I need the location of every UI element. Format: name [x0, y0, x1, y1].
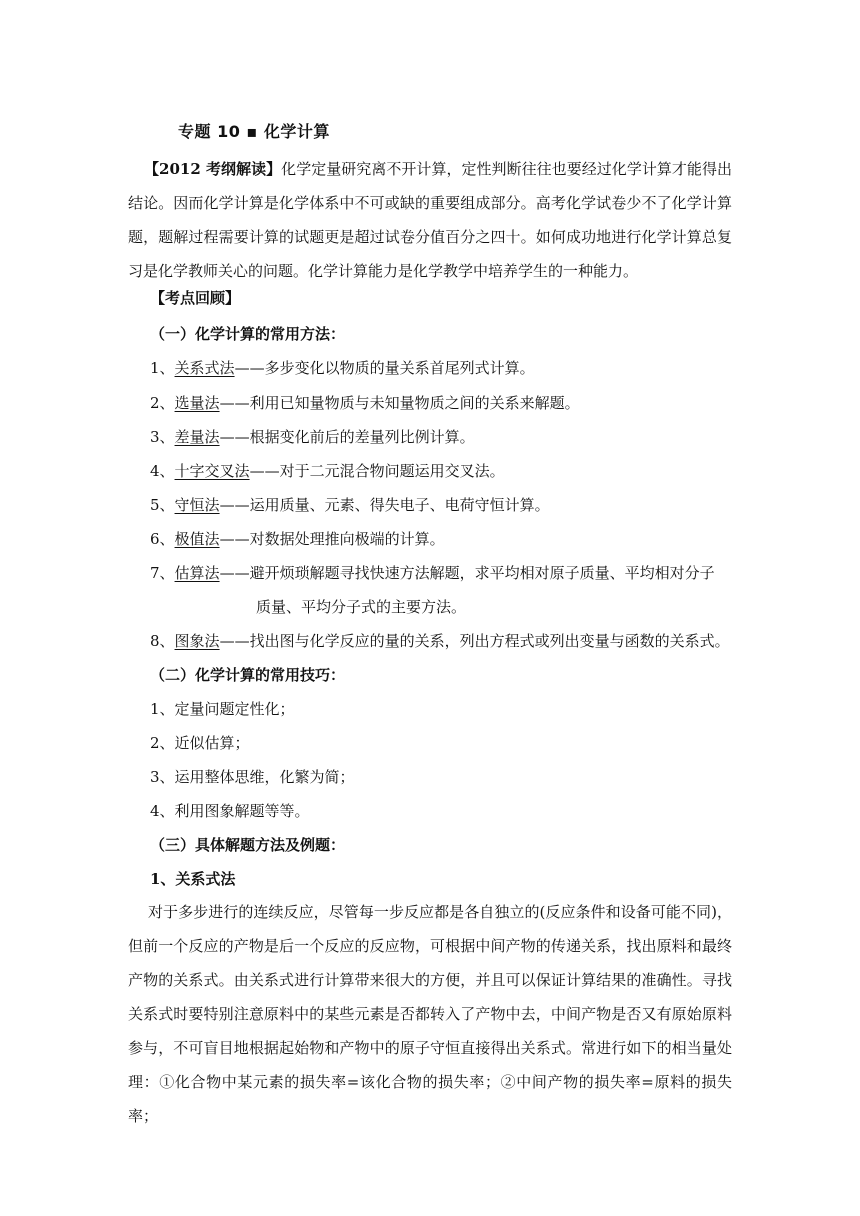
section1-heading: （一）化学计算的常用方法：	[150, 325, 346, 343]
method-desc: ——多步变化以物质的量关系首尾列式计算。	[234, 359, 535, 377]
item-number: 4、	[150, 462, 175, 480]
method-term: 图象法	[174, 632, 220, 650]
method-desc: ——对于二元混合物问题运用交叉法。	[249, 462, 505, 480]
method-item-continuation: 质量、平均分子式的主要方法。	[256, 598, 467, 616]
method-desc: ——利用已知量物质与未知量物质之间的关系来解题。	[219, 394, 580, 412]
intro-paragraph	[128, 152, 732, 288]
method-term: 守恒法	[174, 496, 220, 514]
method-desc: ——避开烦琐解题寻找快速方法解题，求平均相对原子质量、平均相对分子	[219, 564, 715, 582]
subsection-heading: 1、关系式法	[150, 870, 236, 888]
method-item	[150, 393, 580, 413]
intro-text: 化学定量研究离不开计算，定性判断往往也要经过化学计算才能得出结论。因而化学计算是化学体系中不可或缺的重要组成部分。高考化学试卷少不了化学计算题，题解过程需要计算的试题更是超过试卷分值百分之四十。如何成功地进行化学计算总复习是化学教师关心的问题。化学计算能力是化学教学中培养学生的一种能力。	[128, 160, 732, 280]
method-item	[150, 427, 475, 447]
technique-item: 3、运用整体思维，化繁为简；	[150, 768, 355, 786]
method-term: 差量法	[174, 428, 220, 446]
method-item	[150, 631, 730, 651]
item-number: 7、	[150, 564, 175, 582]
relation-method-paragraph: 对于多步进行的连续反应，尽管每一步反应都是各自独立的(反应条件和设备可能不同)，但前一个反应的产物是后一个反应的反应物，可根据中间产物的传递关系，找出原料和最终产物的关系式。由关系式进行计算带来很大的方便，并且可以保证计算结果的准确性。寻找关系式时要特别注意原料中的某些元素是否都转入了产物中去，中间产物是否又有原始原料参与，不可盲目地根据起始物和产物中的原子守恒直接得出关系式。常进行如下的相当量处理：①化合物中某元素的损失率=该化合物的损失率；②中间产物的损失率=原料的损失率；	[128, 903, 732, 1125]
method-desc: ——对数据处理推向极端的计算。	[219, 530, 445, 548]
item-number: 5、	[150, 496, 175, 514]
section3-heading: （三）具体解题方法及例题：	[150, 836, 346, 854]
method-desc: ——运用质量、元素、得失电子、电荷守恒计算。	[219, 496, 550, 514]
page-title: 专题 10 ▪ 化学计算	[178, 122, 330, 141]
item-number: 3、	[150, 428, 175, 446]
method-term: 十字交叉法	[174, 462, 250, 480]
method-term: 估算法	[174, 564, 220, 582]
method-term: 极值法	[174, 530, 220, 548]
method-item	[150, 461, 505, 481]
technique-item: 1、定量问题定性化；	[150, 700, 295, 718]
technique-item: 2、近似估算；	[150, 734, 250, 752]
method-term: 选量法	[174, 394, 220, 412]
item-number: 1、	[150, 359, 175, 377]
item-number: 6、	[150, 530, 175, 548]
section2-heading: （二）化学计算的常用技巧：	[150, 666, 346, 684]
method-desc: ——找出图与化学反应的量的关系，列出方程式或列出变量与函数的关系式。	[219, 632, 730, 650]
review-heading: 【考点回顾】	[150, 289, 241, 307]
technique-item: 4、利用图象解题等等。	[150, 802, 310, 820]
method-item	[150, 358, 535, 378]
intro-lead: 【2012 考纲解读】	[144, 160, 282, 178]
method-item	[150, 529, 445, 549]
method-term: 关系式法	[174, 359, 235, 377]
method-item	[150, 495, 550, 515]
method-desc: ——根据变化前后的差量列比例计算。	[219, 428, 475, 446]
item-number: 8、	[150, 632, 175, 650]
item-number: 2、	[150, 394, 175, 412]
method-item	[150, 563, 715, 583]
